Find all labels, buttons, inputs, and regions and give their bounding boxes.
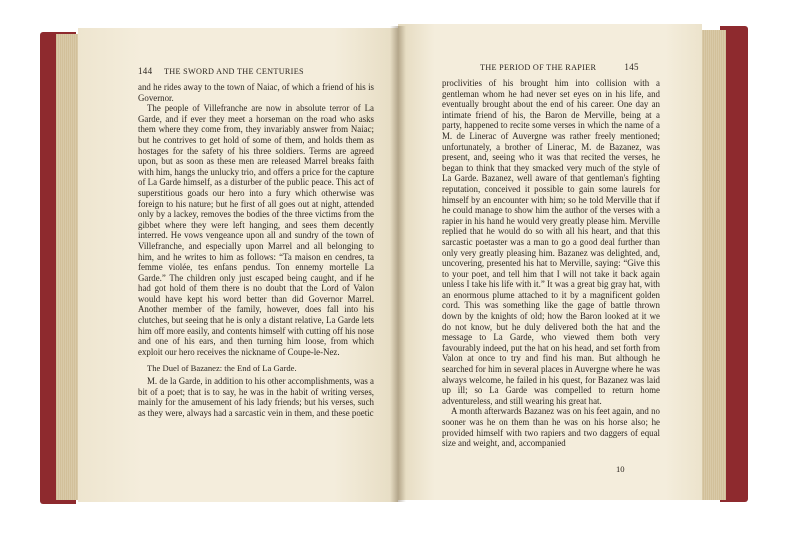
right-running-head-title: THE PERIOD OF THE RAPIER bbox=[480, 63, 597, 72]
left-page bbox=[78, 28, 398, 502]
left-body-text bbox=[138, 82, 374, 418]
right-page-edges bbox=[700, 30, 726, 500]
left-page-number: 144 bbox=[138, 66, 153, 76]
right-page bbox=[398, 24, 702, 500]
right-paragraph-1: proclivities of his brought him into collision with a gentleman whom he had never set eyes on in his life, and eventually brought about the end of his career. One day an intimate friend of his, the Baron de Merville, being at a party, happened to recite some verses in which the name of a M. de Linerac of Auvergne was rather freely mentioned; unfortunately, a brother of Linerac, M. de Bazanez, was present, and, seeing who it was that recited the verses, he began to think that they smacked very much of the style of La Garde. Bazanez, well aware of that gentleman's fighting reputation, conceived it possible to gain some laurels for himself by an encounter with him; so he told Merville that if he could manage to show him the author of the verses with a rapier in his hand he would very greatly please him. Merville replied that he would do so with all his heart, and that this sarcastic poetaster was a man to go a good deal further than only very greatly pleasing him. Bazanez was delighted, and, uncovering, presented his hat to Merville, saying: “Give this to your poet, and tell him that I will not take it back again unless I take his life with it.” It was a great big gray hat, with an enormous plume attached to it by a magnificent golden cord. This was something like the gage of battle thrown down by the knights of old; how the Baron looked at it we do not know, but he duly delivered both the hat and the message to La Garde, who viewed them both very favourably indeed, put the hat on his head, and set forth from Valon at once to try and find his man. But although he searched for him in several places in Auvergne where he was always welcome, he failed in his quest, for Bazanez was laid up ill; so La Garde was compelled to return home adventureless, and still wearing his great hat. bbox=[442, 78, 660, 406]
left-paragraph-2: The people of Villefranche are now in absolute terror of La Garde, and if ever they meet a horseman on the road who asks them where they come from, they invariably answer from Naiac; but he contrives to get hold of some of them, and holds them as hostages for the safety of his three soldiers. Terms are agreed upon, but as soon as these men are released Marrel breaks faith with him, hangs the unlucky trio, and offers a price for the capture of La Garde himself, as a disturber of the public peace. This act of superstitious goads our hero into a fury which otherwise was foreign to his nature; but he first of all goes out at night, attended only by a lackey, removes the bodies of the three victims from the gibbet where they were left hanging, and sees them decently interred. He vows vengeance upon all and sundry of the town of Villefranche, and especially upon Marrel and all belonging to him, and he writes to him as follows: “Ta maison en cendres, ta femme violée, tes enfans pendus. Ton ennemy mortelle La Garde.” The children only just escaped being caught, and if he had got hold of them there is no doubt that the Lord of Valon would have kept his word better than did Governor Marrel. Another member of the family, however, does fall into his clutches, but seeing that he is only a distant relative, La Garde lets him off more easily, and contents himself with cutting off his nose and one of his ears, and then turning him loose, from which exploit our hero receives the nickname of Coupe-le-Nez. bbox=[138, 103, 374, 357]
book-gutter bbox=[390, 26, 406, 502]
right-running-head bbox=[480, 62, 639, 72]
signature-mark: 10 bbox=[616, 464, 625, 474]
section-title: The Duel of Bazanez: the End of La Garde. bbox=[147, 363, 297, 374]
left-paragraph-1: and he rides away to the town of Naiac, of which a friend of his is Governor. bbox=[138, 82, 374, 103]
section-paragraph: M. de la Garde, in addition to his other accomplishments, was a bit of a poet; that is to say, he was in the habit of writing verses, mainly for the amusement of his lady friends; but his verses, such as they were, always had a sarcastic vein in them, and these poetic bbox=[138, 376, 374, 418]
open-book bbox=[38, 22, 752, 504]
left-running-head-title: THE SWORD AND THE CENTURIES bbox=[164, 67, 304, 76]
right-body-text bbox=[442, 78, 660, 449]
right-paragraph-2: A month afterwards Bazanez was on his feet again, and no sooner was he on them than he was on his horse also; he provided himself with two rapiers and two daggers of equal size and weight, and, accompanied bbox=[442, 406, 660, 449]
left-running-head bbox=[138, 66, 304, 76]
right-page-number: 145 bbox=[624, 62, 639, 72]
